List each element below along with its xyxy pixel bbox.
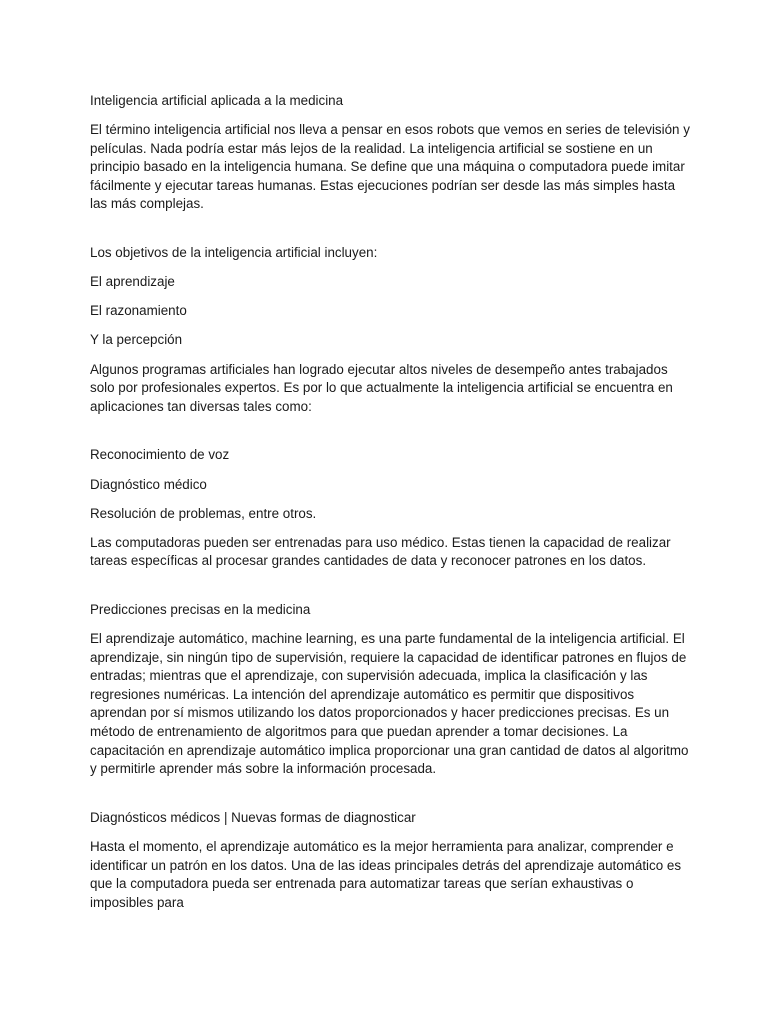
intro-paragraph: El término inteligencia artificial nos lleva a pensar en esos robots que vemos en series de televisión y películas. Nada podría estar más lejos de la realidad. La inteligencia artificial se sostiene en un principio basado en la inteligencia humana. Se define que una máquina o computadora puede imitar fácilmente y ejecutar tareas humanas. Estas ejecuciones podrían ser desde las más simples hasta las más complejas. — [90, 122, 690, 212]
blank-line — [90, 789, 690, 809]
objectives-intro: Los objetivos de la inteligencia artificial incluyen: — [90, 245, 378, 261]
section-title-diagnosticos: Diagnósticos médicos | Nuevas formas de diagnosticar — [90, 809, 416, 825]
section-paragraph-predicciones: El aprendizaje automático, machine learning, es una parte fundamental de la inteligencia artificial. El aprendizaje, sin ningún tipo de supervisión, requiere la capacidad de identificar patrones en flujos de entradas; mientras que el aprendizaje, con supervisión adecuada, implica la clasificación y las regresiones numéricas. La intención del aprendizaje automático es permitir que dispositivos aprendan por sí mismos utilizando los datos proporcionados y hacer predicciones precisas. Es un método de entrenamiento de algoritmos para que puedan aprender a tomar decisiones. La capacitación en aprendizaje automático implica proporcionar una gran cantidad de datos al algoritmo y permitirle aprender más sobre la información procesada. — [90, 631, 689, 777]
objective-item: El aprendizaje — [90, 274, 175, 290]
programs-paragraph: Algunos programas artificiales han logrado ejecutar altos niveles de desempeño antes trabajados solo por profesionales expertos. Es por lo que actualmente la inteligencia artificial se encuentra en aplicaciones tan diversas tales como: — [90, 361, 673, 414]
application-item: Reconocimiento de voz — [90, 447, 230, 463]
blank-line — [90, 427, 690, 447]
objective-item: El razonamiento — [90, 303, 187, 319]
blank-line — [90, 225, 690, 245]
section-paragraph-diagnosticos: Hasta el momento, el aprendizaje automático es la mejor herramienta para analizar, comprender e identificar un patrón en los datos. Una de las ideas principales detrás del aprendizaje automático es que la computadora pueda ser entrenada para automatizar tareas que serían exhaustivas o imposibles para — [90, 839, 682, 910]
document-page — [90, 92, 690, 923]
objective-item: Y la percepción — [90, 332, 183, 348]
section-title-predicciones: Predicciones precisas en la medicina — [90, 601, 311, 617]
blank-line — [90, 581, 690, 601]
computers-paragraph: Las computadoras pueden ser entrenadas para uso médico. Estas tienen la capacidad de realizar tareas específicas al procesar grandes cantidades de data y reconocer patrones en los datos. — [90, 534, 671, 569]
application-item: Resolución de problemas, entre otros. — [90, 505, 317, 521]
document-title: Inteligencia artificial aplicada a la medicina — [90, 93, 344, 108]
application-item: Diagnóstico médico — [90, 476, 207, 492]
